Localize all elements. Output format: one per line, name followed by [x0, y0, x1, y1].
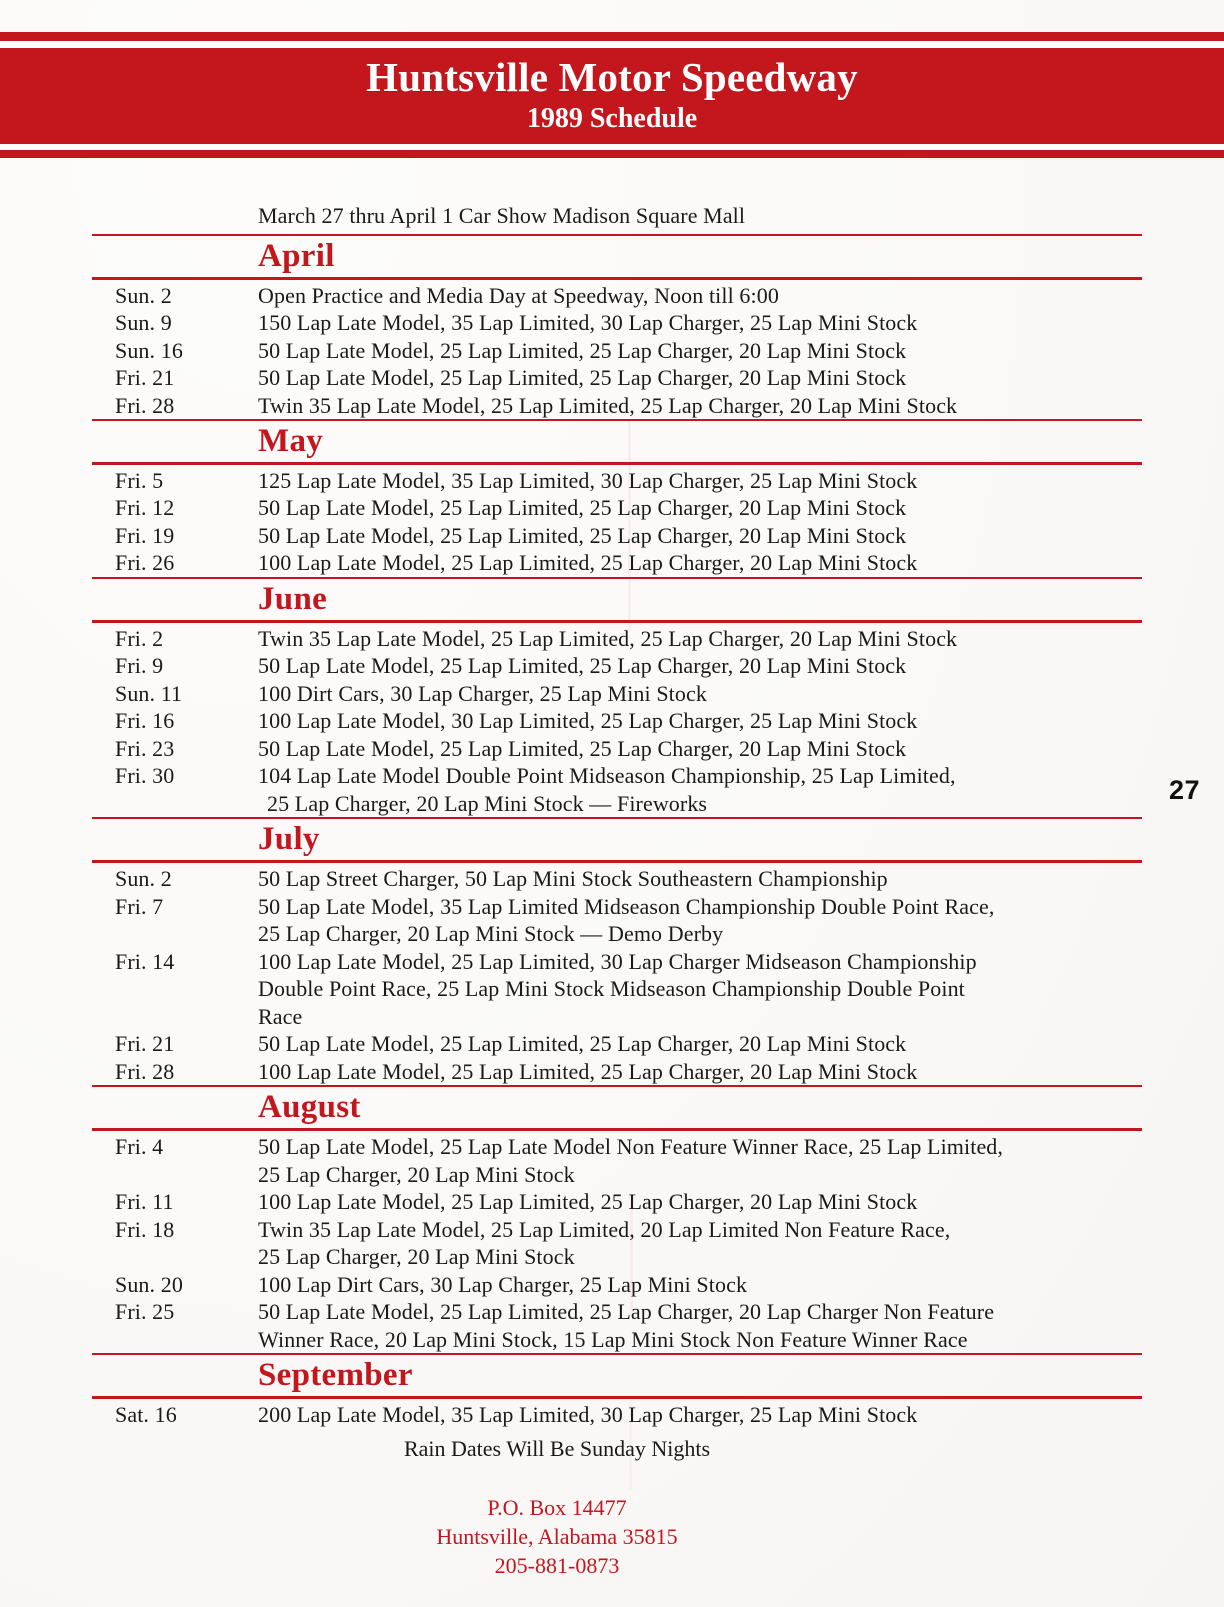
schedule-row	[92, 337, 1142, 365]
schedule-row-description	[258, 309, 1142, 337]
description-continuation: Winner Race, 20 Lap Mini Stock, 15 Lap Mini Stock Non Feature Winner Race	[258, 1326, 968, 1352]
schedule-row-date: Fri. 26	[115, 550, 175, 576]
schedule-row-description	[258, 893, 1142, 948]
description-line: 125 Lap Late Model, 35 Lap Limited, 30 Lap Charger, 25 Lap Mini Stock	[258, 467, 918, 493]
description-line: 50 Lap Late Model, 25 Lap Limited, 25 Lap Charger, 20 Lap Mini Stock	[258, 365, 907, 391]
schedule-row-date: Fri. 2	[115, 625, 164, 651]
schedule-row	[92, 1401, 1142, 1429]
description-line: 50 Lap Late Model, 35 Lap Limited Midseason Championship Double Point Race,	[258, 893, 995, 919]
schedule-row	[92, 1271, 1142, 1299]
schedule-row	[92, 893, 1142, 948]
schedule-row-description	[258, 1271, 1142, 1299]
schedule-row-date: Sat. 16	[115, 1402, 177, 1428]
schedule-row	[92, 392, 1142, 420]
schedule-row-date: Fri. 25	[115, 1299, 175, 1325]
schedule-row	[92, 680, 1142, 708]
month-rows	[92, 465, 1142, 577]
schedule-row-description	[258, 549, 1142, 577]
description-line: 104 Lap Late Model Double Point Midseason Championship, 25 Lap Limited,	[258, 763, 956, 789]
month-heading: August	[258, 1089, 361, 1126]
schedule-row-description	[258, 1216, 1142, 1271]
schedule-row-date: Fri. 21	[115, 1031, 175, 1057]
description-line: 50 Lap Late Model, 25 Lap Late Model Non Feature Winner Race, 25 Lap Limited,	[258, 1134, 1004, 1160]
schedule-row-date: Sun. 2	[115, 866, 172, 892]
schedule-row	[92, 1133, 1142, 1188]
schedule-row-date: Fri. 16	[115, 708, 175, 734]
schedule-row-date: Fri. 11	[115, 1189, 174, 1215]
description-line: 50 Lap Street Charger, 50 Lap Mini Stock Southeastern Championship	[258, 866, 888, 892]
schedule-row-date: Fri. 23	[115, 735, 175, 761]
schedule-row	[92, 762, 1142, 817]
month-heading: July	[258, 821, 320, 858]
page-number: 27	[1168, 775, 1200, 805]
schedule-row-description	[258, 337, 1142, 365]
description-line: 100 Lap Late Model, 25 Lap Limited, 25 Lap Charger, 20 Lap Mini Stock	[258, 1058, 918, 1084]
schedule-row	[92, 707, 1142, 735]
schedule-row-description	[258, 762, 1142, 817]
month-rows	[92, 280, 1142, 420]
schedule-row-description	[258, 735, 1142, 763]
description-continuation: Race	[258, 1003, 303, 1029]
schedule-row-date: Fri. 30	[115, 763, 175, 789]
month-heading: May	[258, 423, 324, 460]
description-continuation: 25 Lap Charger, 20 Lap Mini Stock	[258, 1244, 575, 1270]
schedule-row-date: Sun. 2	[115, 282, 172, 308]
schedule-row	[92, 948, 1142, 1031]
schedule-row-description	[258, 1030, 1142, 1058]
description-line: 50 Lap Late Model, 25 Lap Limited, 25 Lap Charger, 20 Lap Mini Stock	[258, 653, 907, 679]
schedule-row	[92, 1188, 1142, 1216]
schedule-row	[92, 282, 1142, 310]
schedule-row-description	[258, 948, 1142, 1031]
description-line: 100 Lap Late Model, 25 Lap Limited, 30 Lap Charger Midseason Championship	[258, 948, 977, 974]
schedule-row-date: Sun. 16	[115, 337, 183, 363]
month-rows	[92, 623, 1142, 818]
schedule-content	[92, 202, 1142, 1580]
schedule-row-description	[258, 282, 1142, 310]
footer-phone: 205-881-0873	[494, 1553, 620, 1579]
rain-date-note: Rain Dates Will Be Sunday Nights	[403, 1435, 711, 1461]
description-continuation: 25 Lap Charger, 20 Lap Mini Stock	[258, 1161, 575, 1187]
schedule-row	[92, 1216, 1142, 1271]
schedule-row-description	[258, 865, 1142, 893]
footer-po-box: P.O. Box 14477	[487, 1495, 627, 1521]
schedule-row-date: Sun. 20	[115, 1271, 183, 1297]
schedule-row	[92, 467, 1142, 495]
month-block	[92, 1353, 1142, 1428]
months-container	[92, 234, 1142, 1429]
banner-gap-top	[0, 41, 1224, 48]
month-rows	[92, 1131, 1142, 1353]
schedule-row-date: Sun. 11	[115, 680, 183, 706]
header-banner	[0, 32, 1224, 158]
schedule-row	[92, 865, 1142, 893]
schedule-row-description	[258, 1401, 1142, 1429]
description-line: 100 Lap Late Model, 30 Lap Limited, 25 Lap Charger, 25 Lap Mini Stock	[258, 708, 918, 734]
schedule-row	[92, 494, 1142, 522]
contact-footer	[92, 1493, 1142, 1580]
schedule-row-description	[258, 707, 1142, 735]
schedule-row-description	[258, 364, 1142, 392]
description-continuation: 25 Lap Charger, 20 Lap Mini Stock — Fireworks	[267, 790, 708, 816]
banner-body	[0, 48, 1224, 144]
month-heading: April	[258, 237, 335, 274]
schedule-row	[92, 364, 1142, 392]
description-line: Open Practice and Media Day at Speedway, Noon till 6:00	[258, 282, 779, 308]
month-block	[92, 1085, 1142, 1353]
schedule-row-description	[258, 652, 1142, 680]
month-rows	[92, 863, 1142, 1085]
description-line: 50 Lap Late Model, 25 Lap Limited, 25 Lap Charger, 20 Lap Mini Stock	[258, 735, 907, 761]
schedule-row-date: Fri. 28	[115, 392, 175, 418]
description-line: 150 Lap Late Model, 35 Lap Limited, 30 Lap Charger, 25 Lap Mini Stock	[258, 310, 918, 336]
description-line: 200 Lap Late Model, 35 Lap Limited, 30 Lap Charger, 25 Lap Mini Stock	[258, 1402, 918, 1428]
schedule-row	[92, 522, 1142, 550]
schedule-row-description	[258, 1298, 1142, 1353]
schedule-row-date: Fri. 14	[115, 948, 175, 974]
schedule-row-date: Fri. 5	[115, 467, 164, 493]
page-subtitle: 1989 Schedule	[526, 102, 698, 134]
banner-rule-top	[0, 32, 1224, 41]
month-heading: September	[258, 1357, 413, 1394]
description-line: Twin 35 Lap Late Model, 25 Lap Limited, 25 Lap Charger, 20 Lap Mini Stock	[258, 392, 958, 418]
schedule-row-description	[258, 522, 1142, 550]
schedule-row	[92, 1298, 1142, 1353]
schedule-row	[92, 625, 1142, 653]
schedule-row	[92, 1058, 1142, 1086]
description-line: 100 Dirt Cars, 30 Lap Charger, 25 Lap Mini Stock	[258, 680, 707, 706]
description-line: 100 Lap Late Model, 25 Lap Limited, 25 Lap Charger, 20 Lap Mini Stock	[258, 1189, 918, 1215]
schedule-row-description	[258, 392, 1142, 420]
month-block	[92, 234, 1142, 419]
schedule-row-date: Fri. 12	[115, 495, 175, 521]
schedule-row-description	[258, 680, 1142, 708]
schedule-row-description	[258, 1058, 1142, 1086]
schedule-row	[92, 1030, 1142, 1058]
schedule-row-description	[258, 1188, 1142, 1216]
description-line: 50 Lap Late Model, 25 Lap Limited, 25 Lap Charger, 20 Lap Mini Stock	[258, 495, 907, 521]
schedule-row-date: Fri. 18	[115, 1216, 175, 1242]
schedule-row-date: Sun. 9	[115, 310, 172, 336]
month-block	[92, 817, 1142, 1085]
page-title: Huntsville Motor Speedway	[366, 54, 858, 100]
schedule-row-date: Fri. 19	[115, 522, 175, 548]
description-line: 100 Lap Late Model, 25 Lap Limited, 25 Lap Charger, 20 Lap Mini Stock	[258, 550, 918, 576]
description-line: 50 Lap Late Model, 25 Lap Limited, 25 Lap Charger, 20 Lap Charger Non Feature	[258, 1299, 995, 1325]
schedule-row	[92, 549, 1142, 577]
schedule-row-description	[258, 467, 1142, 495]
schedule-row-date: Fri. 21	[115, 365, 175, 391]
month-heading: June	[258, 580, 328, 617]
description-continuation: 25 Lap Charger, 20 Lap Mini Stock — Demo Derby	[258, 921, 724, 947]
month-rows	[92, 1399, 1142, 1429]
month-block	[92, 419, 1142, 577]
schedule-row-date: Fri. 28	[115, 1058, 175, 1084]
description-continuation: Double Point Race, 25 Lap Mini Stock Midseason Championship Double Point	[258, 976, 965, 1002]
footer-city-state-zip: Huntsville, Alabama 35815	[436, 1524, 678, 1550]
description-line: 50 Lap Late Model, 25 Lap Limited, 25 Lap Charger, 20 Lap Mini Stock	[258, 337, 907, 363]
description-line: 50 Lap Late Model, 25 Lap Limited, 25 Lap Charger, 20 Lap Mini Stock	[258, 522, 907, 548]
preseason-note: March 27 thru April 1 Car Show Madison Square Mall	[258, 203, 746, 228]
schedule-row	[92, 652, 1142, 680]
schedule-row-description	[258, 494, 1142, 522]
month-block	[92, 577, 1142, 817]
description-line: 100 Lap Dirt Cars, 30 Lap Charger, 25 Lap Mini Stock	[258, 1271, 748, 1297]
schedule-row-date: Fri. 4	[115, 1134, 164, 1160]
description-line: Twin 35 Lap Late Model, 25 Lap Limited, 20 Lap Limited Non Feature Race,	[258, 1216, 951, 1242]
schedule-row	[92, 735, 1142, 763]
schedule-row-date: Fri. 7	[115, 893, 164, 919]
schedule-row-description	[258, 1133, 1142, 1188]
description-line: 50 Lap Late Model, 25 Lap Limited, 25 Lap Charger, 20 Lap Mini Stock	[258, 1031, 907, 1057]
description-line: Twin 35 Lap Late Model, 25 Lap Limited, 25 Lap Charger, 20 Lap Mini Stock	[258, 625, 958, 651]
schedule-row	[92, 309, 1142, 337]
schedule-row-date: Fri. 9	[115, 653, 164, 679]
schedule-row-description	[258, 625, 1142, 653]
banner-rule-bottom	[0, 150, 1224, 158]
